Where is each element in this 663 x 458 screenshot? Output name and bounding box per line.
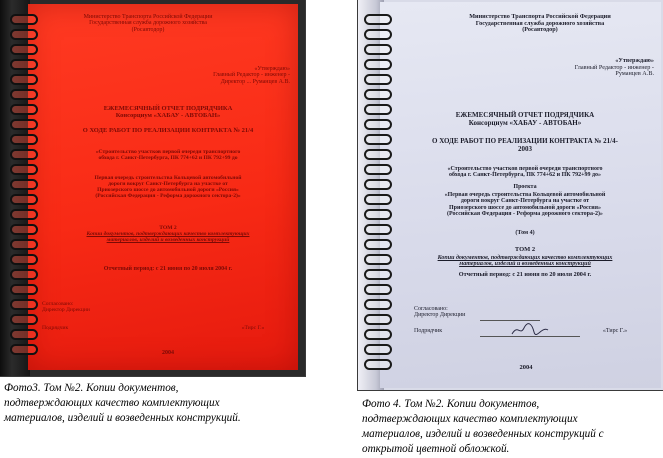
page-contract (410, 138, 640, 153)
ring (10, 239, 38, 250)
caption-line: Фото 4. Том №2. Копии документов, (362, 398, 540, 410)
header-line: (Росавтодор) (522, 26, 558, 34)
caption-photo3 (4, 381, 241, 426)
caption-photo4 (362, 397, 604, 457)
cover-period: Отчетный период: с 21 июня по 20 июля 2004 г. (103, 266, 233, 272)
cover-approve (178, 66, 290, 85)
page-project-label: Проекта (513, 184, 537, 190)
volume-line: Копии документов, подтверждающих качество комплектующих (437, 255, 613, 261)
ring (364, 164, 392, 175)
cover-project (58, 176, 278, 199)
ring (10, 179, 38, 190)
ring (364, 224, 392, 235)
cover-object (58, 150, 278, 162)
spiral-rings (10, 14, 36, 364)
page-approve (530, 58, 654, 78)
ring (10, 59, 38, 70)
ring (10, 44, 38, 55)
page-stamp: «Тирс Г.» (602, 328, 628, 334)
page-agreed (414, 306, 494, 319)
ring (10, 29, 38, 40)
ring (364, 179, 392, 190)
ring (364, 149, 392, 160)
ring (10, 104, 38, 115)
volume-line: Копии документов, подтверждающих качество комплектующих (86, 230, 250, 237)
page-title (420, 112, 630, 127)
ring (364, 269, 392, 280)
photo-title-page (358, 0, 663, 390)
approve-line: Руманцев А.В. (615, 70, 654, 78)
ring (364, 299, 392, 310)
red-cover (28, 4, 298, 370)
ring (364, 344, 392, 355)
header-line: (Росавтодор) (131, 26, 165, 33)
ring (364, 119, 392, 130)
ring (364, 89, 392, 100)
cover-stamp: «Тирс Г.» (241, 325, 265, 331)
agreed-line: Согласовано: (414, 306, 448, 312)
title-line: ЕЖЕМЕСЯЧНЫЙ ОТЧЕТ ПОДРЯДЧИКА (103, 105, 233, 112)
ring (10, 269, 38, 280)
caption-line: открытой цветной обложкой. (362, 443, 510, 455)
ring (10, 329, 38, 340)
title-line: Консорциум «ХАБАУ - АВТОБАН» (468, 118, 582, 127)
spiral-rings (364, 14, 390, 380)
caption-line: материалов, изделий и возведенных конструкций. (4, 412, 241, 424)
ring (10, 224, 38, 235)
page-volume-desc (410, 255, 640, 268)
page-contractor: Подрядчик (414, 328, 443, 334)
ring (10, 299, 38, 310)
approve-line: Директор ... Руманцев А.В. (220, 78, 290, 85)
header-line: Государственная служба дорожного хозяйства (475, 19, 605, 27)
page-header (440, 14, 640, 34)
ring (364, 134, 392, 145)
ring (10, 119, 38, 130)
agreed-line: Директор Дирекции (414, 312, 466, 319)
cover-contractor: Подрядчик (42, 325, 69, 331)
ring (364, 44, 392, 55)
volume-line: ТОМ 2 (159, 225, 177, 231)
header-line: Министерство Транспорта Российской Федерации (83, 14, 213, 20)
project-line: дороги вокруг Санкт-Петербурга на участке от (108, 180, 228, 187)
contract-line: 2003 (518, 144, 532, 153)
project-line: дороги вокруг Санкт-Петербурга на участке от (460, 198, 590, 205)
approve-line: Главный Редактор - инженер - (213, 72, 290, 79)
object-line: обхода г. Санкт-Петербурга, ПК 774+62 и ПК 792+99 до» (448, 172, 602, 179)
caption-line: подтверждающих качество комплектующих (362, 413, 578, 425)
approve-line: «Утверждаю» (615, 57, 654, 64)
ring (364, 284, 392, 295)
object-line: «Строительство участков первой очереди транспортного (447, 166, 603, 172)
handwritten-signature (510, 322, 550, 341)
cover-contract: О ХОДЕ РАБОТ ПО РЕАЛИЗАЦИИ КОНТРАКТА № 21/4 (82, 127, 254, 134)
ring (364, 29, 392, 40)
cover-volume (58, 226, 278, 244)
cover-title (68, 106, 268, 120)
ring (364, 194, 392, 205)
ring (10, 164, 38, 175)
approve-line: Главный Редактор - инженер - (574, 63, 654, 71)
header-line: Министерство Транспорта Российской Федерации (469, 13, 611, 20)
ring (364, 209, 392, 220)
signature-scribble (510, 322, 550, 338)
page-period: Отчетный период: с 21 июня по 20 июля 2004 г. (458, 271, 592, 278)
ring (364, 314, 392, 325)
volume-line: материалов, изделий и возведенных конструкций (106, 236, 230, 243)
project-line: Приозерского шоссе до автомобильной дороги «Россия» (97, 186, 239, 193)
ring (10, 314, 38, 325)
ring (364, 359, 392, 370)
ring (10, 134, 38, 145)
photo-red-cover (0, 0, 305, 376)
header-line: Государственная служба дорожного хозяйства (89, 20, 207, 27)
title-page (380, 2, 661, 388)
ring (364, 74, 392, 85)
page-volume-title: ТОМ 2 (514, 246, 536, 253)
object-line: обхода г. Санкт-Петербурга, ПК 774+62 и ПК 792+99 до (98, 154, 238, 161)
page-tom4: (Том 4) (515, 230, 535, 236)
ring (10, 209, 38, 220)
ring (364, 14, 392, 25)
ring (364, 254, 392, 265)
ring (10, 284, 38, 295)
cover-year: 2004 (162, 350, 174, 356)
cover-header (68, 14, 228, 33)
project-line: (Российская Федерация - Реформа дорожного сектора-2)» (447, 211, 603, 218)
page-object (410, 166, 640, 179)
title-line: Консорциум «ХАБАУ - АВТОБАН» (115, 111, 221, 119)
project-line: «Первая очередь строительства Кольцевой автомобильной (444, 192, 606, 198)
title-line: ЕЖЕМЕСЯЧНЫЙ ОТЧЕТ ПОДРЯДЧИКА (455, 111, 595, 119)
ring (10, 89, 38, 100)
ring (10, 194, 38, 205)
ring (10, 344, 38, 355)
caption-line: подтверждающих качество комплектующих (4, 397, 220, 409)
signature-line (480, 320, 540, 321)
contract-line: О ХОДЕ РАБОТ ПО РЕАЛИЗАЦИИ КОНТРАКТА № 21/4- (432, 137, 618, 145)
caption-line: Фото3. Том №2. Копии документов, (4, 382, 179, 394)
object-line: «Строительство участков первой очереди транспортного (95, 149, 241, 155)
ring (10, 149, 38, 160)
caption-line: материалов, изделий и возведенных конструкций с (362, 428, 604, 440)
cover-agreed (42, 302, 122, 314)
ring (10, 14, 38, 25)
agreed-line: Директор Дирекции (42, 306, 90, 313)
ring (10, 74, 38, 85)
project-line: Первая очередь строительства Кольцевой автомобильной (94, 175, 242, 181)
project-line: Приозерского шоссе до автомобильной дороги «Россия» (448, 204, 601, 211)
ring (364, 329, 392, 340)
ring (364, 239, 392, 250)
agreed-line: Согласовано: (42, 301, 74, 307)
page-year: 2004 (519, 364, 533, 371)
volume-line: материалов, изделий и возведенных конструкций (459, 261, 591, 268)
ring (364, 104, 392, 115)
project-line: (Российская Федерация - Реформа дорожного сектора-2)» (95, 192, 241, 199)
approve-line: «Утверждаю» (254, 66, 290, 72)
ring (364, 59, 392, 70)
ring (10, 254, 38, 265)
page-project (410, 192, 640, 218)
